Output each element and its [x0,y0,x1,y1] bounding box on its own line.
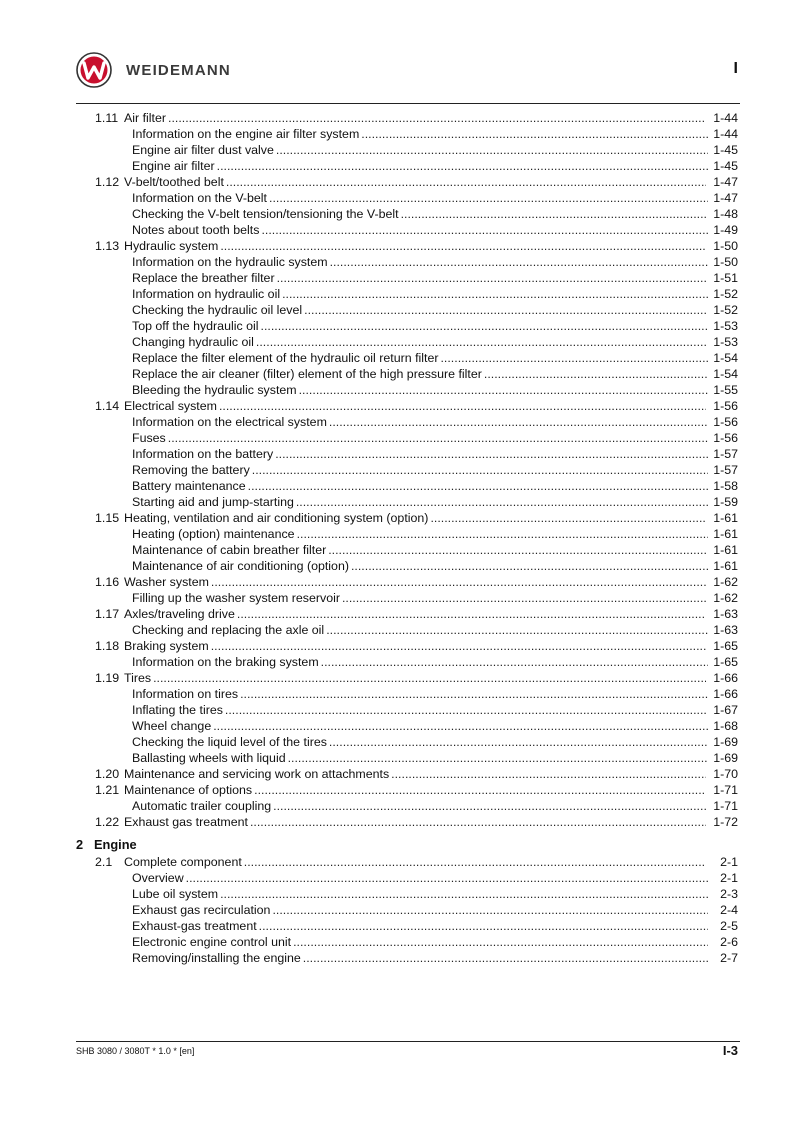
toc-dot-leader [351,558,708,574]
toc-entry-title: Wheel change [132,719,212,733]
toc-page-number: 1-57 [713,447,738,461]
toc-entry-title: Replace the air cleaner (filter) element of the high pressure filter [132,367,482,381]
toc-dot-leader [430,510,706,526]
toc-entry-title: Exhaust-gas treatment [132,919,257,933]
toc-dot-leader [326,622,708,638]
toc-subsection-entry[interactable] [76,918,740,934]
toc-dot-leader [220,238,706,254]
toc-subsection-entry[interactable] [76,654,740,670]
toc-entry-title: Complete component [124,855,242,869]
toc-dot-leader [342,590,708,606]
toc-page-number: 1-54 [713,351,738,365]
toc-subsection-entry[interactable] [76,158,740,174]
toc-dot-leader [220,886,708,902]
toc-dot-leader [244,854,706,870]
toc-section-number: 2.1 [95,855,113,869]
toc-section-number: 1.16 [95,575,120,589]
toc-dot-leader [297,526,708,542]
toc-dot-leader [254,782,706,798]
toc-page-number: 1-62 [713,575,738,589]
toc-subsection-entry[interactable] [76,206,740,222]
toc-section-entry[interactable] [76,238,740,254]
toc-entry-title: Information on the battery [132,447,274,461]
toc-entry-title: Replace the filter element of the hydraulic oil return filter [132,351,439,365]
toc-page-number: 1-69 [713,735,738,749]
toc-dot-leader [328,542,708,558]
toc-dot-leader [211,574,706,590]
toc-dot-leader [401,206,708,222]
toc-subsection-entry[interactable] [76,622,740,638]
toc-dot-leader [391,766,706,782]
toc-subsection-entry[interactable] [76,950,740,966]
toc-subsection-entry[interactable] [76,902,740,918]
toc-page-number: 1-56 [713,399,738,413]
toc-page-number: 1-54 [713,367,738,381]
toc-subsection-entry[interactable] [76,190,740,206]
toc-page-number: 1-61 [713,527,738,541]
toc-subsection-entry[interactable] [76,318,740,334]
toc-entry-title: Filling up the washer system reservoir [132,591,340,605]
toc-entry-title: Exhaust gas recirculation [132,903,271,917]
toc-dot-leader [330,254,708,270]
toc-entry-title: Heating, ventilation and air conditioning system (option) [124,511,429,525]
toc-entry-title: Washer system [124,575,209,589]
toc-page-number: 1-61 [713,511,738,525]
toc-page-number: 1-50 [713,255,738,269]
toc-subsection-entry[interactable] [76,590,740,606]
toc-subsection-entry[interactable] [76,494,740,510]
toc-subsection-entry[interactable] [76,734,740,750]
footer-rule [76,1041,740,1042]
toc-dot-leader [296,494,708,510]
toc-entry-title: Maintenance of cabin breather filter [132,543,327,557]
toc-dot-leader [484,366,708,382]
toc-subsection-entry[interactable] [76,934,740,950]
toc-entry-title: Engine air filter dust valve [132,143,274,157]
toc-section-number: 1.11 [95,111,119,125]
toc-page-number: 1-67 [713,703,738,717]
toc-subsection-entry[interactable] [76,462,740,478]
toc-subsection-entry[interactable] [76,414,740,430]
toc-section-entry[interactable] [76,606,740,622]
toc-subsection-entry[interactable] [76,286,740,302]
toc-dot-leader [252,462,708,478]
toc-page-number: 1-62 [713,591,738,605]
toc-page-number: 2-6 [720,935,738,949]
toc-section-number: 1.12 [95,175,120,189]
toc-page-number: 1-57 [713,463,738,477]
toc-entry-title: V-belt/toothed belt [124,175,224,189]
chapter-marker: I [733,60,738,77]
toc-entry-title: Tires [124,671,152,685]
toc-section-number: 1.22 [95,815,120,829]
toc-page-number: 1-71 [713,783,738,797]
toc-page-number: 1-63 [713,623,738,637]
page-header [76,52,740,96]
toc-page-number: 1-65 [713,655,738,669]
toc-entry-title: Electrical system [124,399,217,413]
toc-page-number: 2-7 [720,951,738,965]
toc-entry-title: Removing/installing the engine [132,951,301,965]
toc-page-number: 1-55 [713,383,738,397]
toc-page-number: 1-56 [713,415,738,429]
toc-entry-title: Checking and replacing the axle oil [132,623,325,637]
toc-subsection-entry[interactable] [76,870,740,886]
toc-section-number: 1.14 [95,399,120,413]
toc-page-number: 1-45 [713,159,738,173]
weidemann-logo-icon [76,52,112,88]
toc-dot-leader [269,190,708,206]
toc-dot-leader [303,950,708,966]
toc-page-number: 1-51 [713,271,738,285]
toc-entry-title: Automatic trailer coupling [132,799,272,813]
toc-entry-title: Fuses [132,431,166,445]
toc-entry-title: Checking the liquid level of the tires [132,735,327,749]
header-rule [76,103,740,104]
toc-entry-title: Maintenance of air conditioning (option) [132,559,349,573]
toc-entry-title: Information on the engine air filter system [132,127,360,141]
toc-dot-leader [153,670,706,686]
toc-subsection-entry[interactable] [76,702,740,718]
toc-entry-title: Information on the braking system [132,655,319,669]
toc-subsection-entry[interactable] [76,526,740,542]
toc-entry-title: Top off the hydraulic oil [132,319,259,333]
toc-entry-title: Starting aid and jump-starting [132,495,294,509]
toc-dot-leader [304,302,708,318]
toc-dot-leader [261,318,708,334]
toc-dot-leader [273,798,708,814]
toc-section-number: 1.21 [95,783,120,797]
toc-subsection-entry[interactable] [76,886,740,902]
toc-entry-title: Heating (option) maintenance [132,527,295,541]
document-id: SHB 3080 / 3080T * 1.0 * [en] [76,1046,195,1056]
toc-entry-title: Information on the electrical system [132,415,327,429]
toc-page-number: 1-53 [713,335,738,349]
toc-entry-title: Braking system [124,639,209,653]
toc-page-number: 1-63 [713,607,738,621]
toc-entry-title: Electronic engine control unit [132,935,292,949]
toc-page-number: 1-61 [713,559,738,573]
toc-entry-title: Replace the breather filter [132,271,275,285]
toc-dot-leader [211,638,706,654]
toc-subsection-entry[interactable] [76,382,740,398]
toc-dot-leader [329,414,708,430]
brand-name: WEIDEMANN [126,62,231,79]
toc-section-entry[interactable] [76,766,740,782]
toc-chapter-title: Engine [94,837,137,852]
toc-dot-leader [237,606,706,622]
toc-section-entry[interactable] [76,510,740,526]
toc-entry-title: Notes about tooth belts [132,223,260,237]
toc-page-number: 2-5 [720,919,738,933]
toc-entry-title: Hydraulic system [124,239,219,253]
toc-section-number: 1.13 [95,239,120,253]
toc-subsection-entry[interactable] [76,254,740,270]
toc-subsection-entry[interactable] [76,270,740,286]
toc-entry-title: Information on the hydraulic system [132,255,328,269]
toc-subsection-entry[interactable] [76,366,740,382]
toc-dot-leader [248,478,708,494]
toc-dot-leader [276,142,708,158]
toc-subsection-entry[interactable] [76,302,740,318]
toc-section-entry[interactable] [76,638,740,654]
toc-subsection-entry[interactable] [76,446,740,462]
toc-page-number: 1-70 [713,767,738,781]
toc-subsection-entry[interactable] [76,558,740,574]
toc-section-number: 1.20 [95,767,120,781]
toc-subsection-entry[interactable] [76,142,740,158]
toc-dot-leader [272,902,708,918]
toc-entry-title: Bleeding the hydraulic system [132,383,297,397]
toc-page-number: 1-53 [713,319,738,333]
toc-dot-leader [261,222,708,238]
toc-chapter-number: 2 [76,837,84,852]
toc-subsection-entry[interactable] [76,350,740,366]
toc-page-number: 1-72 [713,815,738,829]
toc-section-entry[interactable] [76,854,740,870]
page-number: I-3 [722,1043,738,1058]
toc-entry-title: Inflating the tires [132,703,223,717]
toc-page-number: 1-59 [713,495,738,509]
toc-section-entry[interactable] [76,814,740,830]
toc-entry-title: Removing the battery [132,463,250,477]
toc-page-number: 1-61 [713,543,738,557]
toc-subsection-entry[interactable] [76,334,740,350]
toc-subsection-entry[interactable] [76,718,740,734]
toc-page-number: 1-71 [713,799,738,813]
toc-dot-leader [168,110,706,126]
toc-entry-title: Maintenance and servicing work on attachments [124,767,390,781]
toc-entry-title: Ballasting wheels with liquid [132,751,286,765]
toc-page-number: 2-3 [720,887,738,901]
toc-entry-title: Changing hydraulic oil [132,335,254,349]
toc-subsection-entry[interactable] [76,542,740,558]
toc-page-number: 1-47 [713,191,738,205]
toc-page-number: 1-52 [713,303,738,317]
toc-subsection-entry[interactable] [76,126,740,142]
toc-entry-title: Battery maintenance [132,479,246,493]
toc-dot-leader [282,286,708,302]
toc-dot-leader [240,686,708,702]
toc-entry-title: Air filter [124,111,166,125]
toc-chapter-heading[interactable] [76,836,740,854]
toc-dot-leader [275,446,708,462]
toc-dot-leader [250,814,706,830]
toc-page-number: 1-52 [713,287,738,301]
toc-page-number: 1-69 [713,751,738,765]
toc-page-number: 1-58 [713,479,738,493]
toc-dot-leader [219,398,706,414]
toc-entry-title: Information on hydraulic oil [132,287,281,301]
toc-page-number: 1-45 [713,143,738,157]
toc-dot-leader [226,174,706,190]
toc-section-number: 1.17 [95,607,120,621]
toc-section-entry[interactable] [76,174,740,190]
toc-section-number: 1.19 [95,671,120,685]
toc-page-number: 1-44 [713,127,738,141]
toc-entry-title: Checking the hydraulic oil level [132,303,303,317]
toc-subsection-entry[interactable] [76,478,740,494]
toc-dot-leader [217,158,708,174]
toc-section-entry[interactable] [76,574,740,590]
toc-dot-leader [440,350,708,366]
toc-dot-leader [168,430,708,446]
toc-section-entry[interactable] [76,398,740,414]
toc-dot-leader [288,750,708,766]
toc-page-number: 2-1 [720,871,738,885]
toc-dot-leader [299,382,708,398]
toc-dot-leader [293,934,708,950]
toc-page-number: 1-49 [713,223,738,237]
toc-section-number: 1.15 [95,511,120,525]
toc-page-number: 1-66 [713,671,738,685]
toc-subsection-entry[interactable] [76,798,740,814]
toc-section-entry[interactable] [76,782,740,798]
toc-page-number: 1-65 [713,639,738,653]
toc-entry-title: Exhaust gas treatment [124,815,248,829]
toc-page-number: 1-48 [713,207,738,221]
toc-page-number: 1-44 [713,111,738,125]
toc-dot-leader [186,870,708,886]
toc-entry-title: Overview [132,871,184,885]
toc-section-number: 1.18 [95,639,120,653]
toc-subsection-entry[interactable] [76,686,740,702]
toc-dot-leader [256,334,708,350]
toc-entry-title: Engine air filter [132,159,215,173]
toc-page-number: 1-50 [713,239,738,253]
toc-entry-title: Axles/traveling drive [124,607,235,621]
toc-dot-leader [225,702,708,718]
toc-entry-title: Information on the V-belt [132,191,268,205]
toc-entry-title: Checking the V-belt tension/tensioning the V-belt [132,207,399,221]
table-of-contents [76,110,740,966]
toc-section-entry[interactable] [76,110,740,126]
toc-dot-leader [213,718,708,734]
toc-dot-leader [321,654,708,670]
toc-section-entry[interactable] [76,670,740,686]
toc-page-number: 1-47 [713,175,738,189]
toc-page-number: 2-4 [720,903,738,917]
toc-dot-leader [277,270,708,286]
toc-dot-leader [361,126,708,142]
toc-subsection-entry[interactable] [76,430,740,446]
toc-entry-title: Information on tires [132,687,239,701]
toc-page-number: 1-68 [713,719,738,733]
toc-subsection-entry[interactable] [76,750,740,766]
toc-page-number: 1-66 [713,687,738,701]
toc-page-number: 2-1 [720,855,738,869]
toc-entry-title: Lube oil system [132,887,219,901]
toc-entry-title: Maintenance of options [124,783,253,797]
toc-page-number: 1-56 [713,431,738,445]
toc-subsection-entry[interactable] [76,222,740,238]
toc-dot-leader [259,918,708,934]
toc-dot-leader [329,734,708,750]
